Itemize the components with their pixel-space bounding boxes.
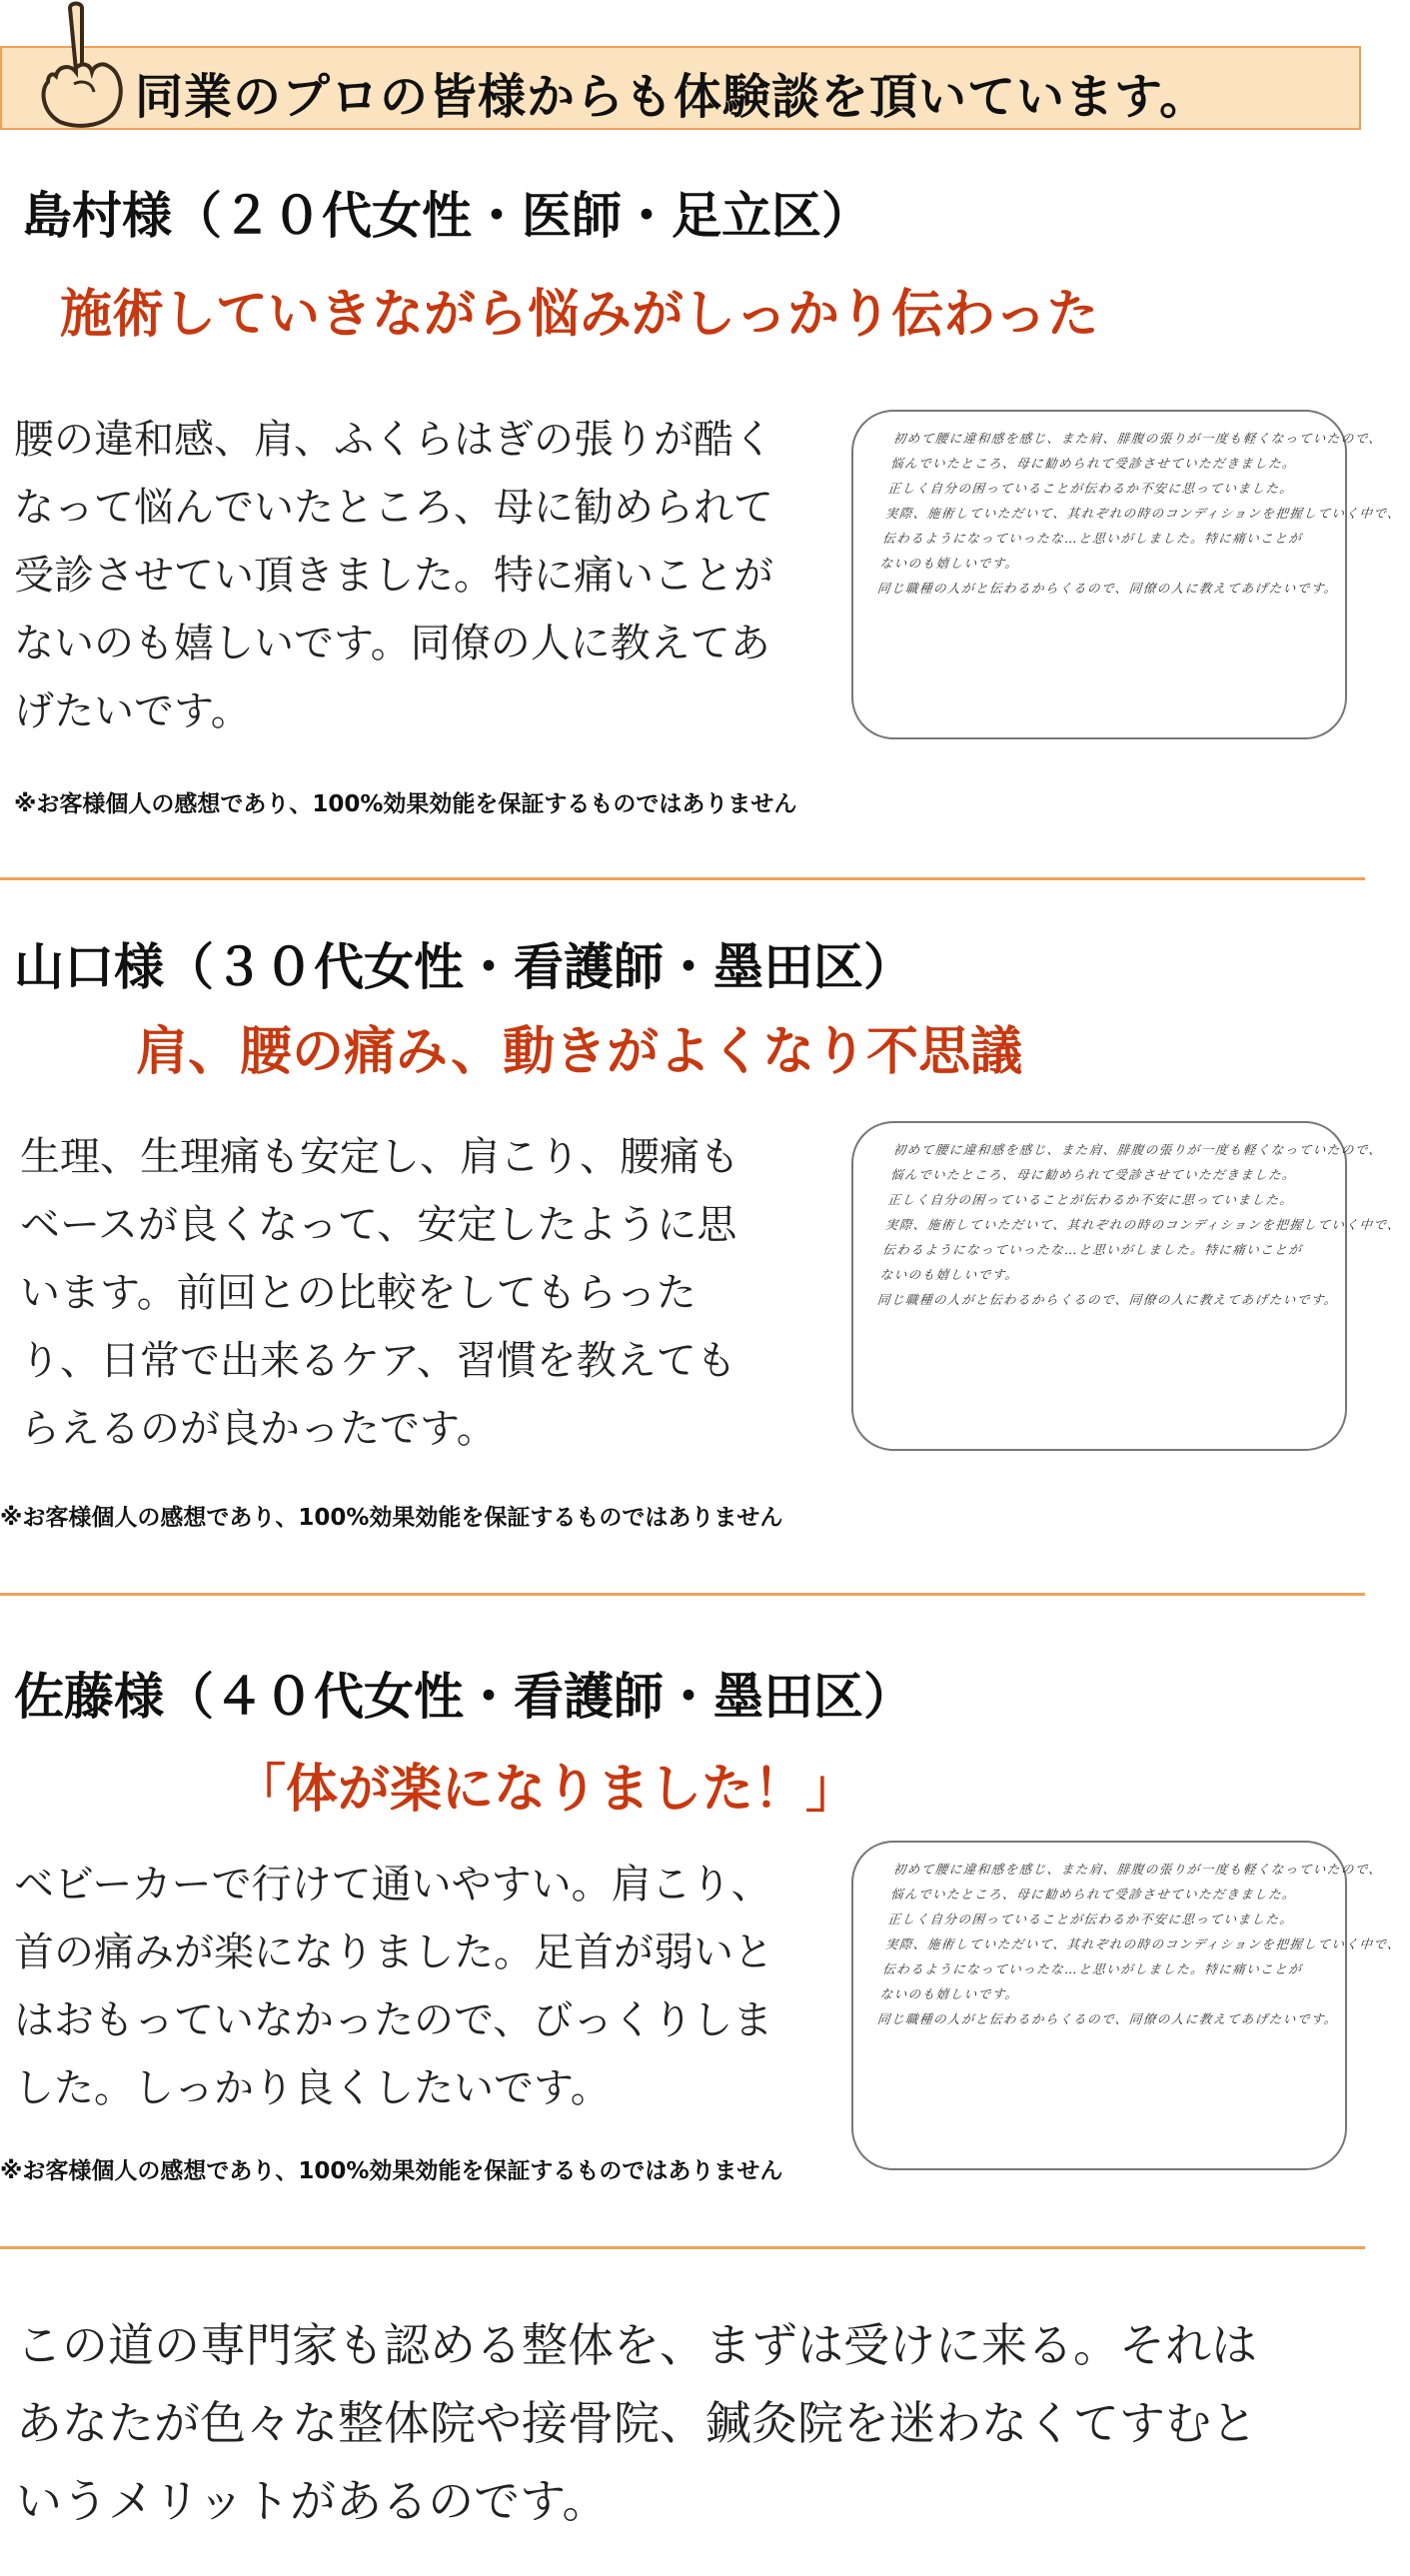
card-line: 正しく自分の困っていることが伝わるか不安に思っていました。: [886, 481, 1295, 496]
body-line: います。前回との比較をしてもらった: [20, 1270, 697, 1316]
pointing-hand-icon: [30, 0, 130, 130]
card-line: 実際、施術していただいて、其れぞれの時のコンディションを把握していく中で、: [884, 506, 1403, 521]
card-line: 同じ職種の人がと伝わるからくるので、同僚の人に教えてあげたいです。: [876, 2011, 1339, 2026]
testimonial-body: [20, 1123, 849, 1463]
body-line: らえるのが良かったです。: [20, 1406, 497, 1452]
card-line: 悩んでいたところ、母に勧められて受診させていただきました。: [889, 1167, 1298, 1182]
section-divider: [0, 1593, 1365, 1596]
testimonial-catchphrase: 肩、腰の痛み、動きがよくなり不思議: [136, 1022, 1023, 1082]
card-line: 実際、施術していただいて、其れぞれの時のコンディションを把握していく中で、: [884, 1936, 1403, 1951]
banner-title: 同業のプロの皆様からも体験談を頂いています。: [135, 69, 1209, 125]
card-line: 正しく自分の困っていることが伝わるか不安に思っていました。: [886, 1912, 1295, 1927]
testimonial-body: [14, 1851, 853, 2122]
body-line: ベビーカーで行けて通いやすい。肩こり、: [14, 1862, 771, 1908]
card-line: 伝わるようになっていったな…と思いがしました。特に痛いことが: [881, 531, 1304, 546]
closing-line: あなたが色々な整体院や接骨院、鍼灸院を迷わなくてすむと: [16, 2396, 1257, 2450]
card-line: 実際、施術していただいて、其れぞれの時のコンディションを把握していく中で、: [884, 1217, 1403, 1232]
disclaimer-note: ※お客様個人の感想であり、100%効果効能を保証するものではありません: [0, 1505, 783, 1531]
testimonial-body: [14, 406, 873, 745]
card-line: 初めて腰に違和感を感じ、また肩、腓腹の張りが一度も軽くなっていたので、: [892, 431, 1384, 446]
handwritten-review-card: [851, 410, 1403, 739]
body-line: り、日常で出来るケア、習慣を教えても: [20, 1338, 736, 1384]
card-line: 正しく自分の困っていることが伝わるか不安に思っていました。: [886, 1192, 1295, 1207]
card-line: 初めて腰に違和感を感じ、また肩、腓腹の張りが一度も軽くなっていたので、: [892, 1142, 1384, 1157]
body-line: はおもっていなかったので、びっくりしま: [14, 1997, 773, 2043]
closing-line: この道の専門家も認める整体を、まずは受けに来る。それは: [16, 2318, 1257, 2372]
card-line: 初めて腰に違和感を感じ、また肩、腓腹の張りが一度も軽くなっていたので、: [892, 1862, 1384, 1877]
card-line: ないのも嬉しいです。: [878, 1986, 1020, 2001]
testimonial-name: 山口様（３０代女性・看護師・墨田区）: [14, 938, 913, 996]
disclaimer-note: ※お客様個人の感想であり、100%効果効能を保証するものではありません: [0, 2158, 783, 2184]
card-line: 伝わるようになっていったな…と思いがしました。特に痛いことが: [881, 1961, 1304, 1976]
testimonial-name: 島村様（２０代女性・医師・足立区）: [22, 187, 871, 245]
body-line: ないのも嬉しいです。同僚の人に教えてあ: [14, 621, 770, 666]
body-line: なって悩んでいたところ、母に勧められて: [14, 485, 773, 531]
handwritten-review-card: [851, 1841, 1403, 2170]
card-line: ないのも嬉しいです。: [878, 1267, 1020, 1282]
testimonial-catchphrase: 「体が楽になりました！」: [234, 1760, 858, 1820]
card-line: 悩んでいたところ、母に勧められて受診させていただきました。: [889, 456, 1298, 471]
card-line: 伝わるようになっていったな…と思いがしました。特に痛いことが: [881, 1242, 1304, 1257]
card-line: 悩んでいたところ、母に勧められて受診させていただきました。: [889, 1887, 1298, 1902]
body-line: 首の痛みが楽になりました。足首が弱いと: [14, 1930, 773, 1975]
body-line: ベースが良くなって、安定したように思: [20, 1202, 737, 1248]
testimonial-name: 佐藤様（４０代女性・看護師・墨田区）: [14, 1668, 913, 1726]
body-line: げたいです。: [14, 688, 251, 734]
card-line: 同じ職種の人がと伝わるからくるので、同僚の人に教えてあげたいです。: [876, 581, 1339, 596]
section-divider: [0, 877, 1365, 880]
closing-line: いうメリットがあるのです。: [16, 2474, 609, 2528]
body-line: した。しっかり良くしたいです。: [14, 2065, 611, 2111]
disclaimer-note: ※お客様個人の感想であり、100%効果効能を保証するものではありません: [14, 791, 797, 817]
card-line: ないのも嬉しいです。: [878, 556, 1020, 571]
handwritten-review-card: [851, 1121, 1403, 1451]
body-line: 腰の違和感、肩、ふくらはぎの張りが酷く: [14, 417, 773, 463]
body-line: 受診させてい頂きました。特に痛いことが: [14, 553, 773, 599]
card-line: 同じ職種の人がと伝わるからくるので、同僚の人に教えてあげたいです。: [876, 1292, 1339, 1307]
section-divider: [0, 2246, 1365, 2249]
testimonial-catchphrase: 施術していきながら悩みがしっかり伝わった: [60, 285, 1099, 345]
closing-paragraph: [16, 2306, 1345, 2540]
body-line: 生理、生理痛も安定し、肩こり、腰痛も: [20, 1134, 739, 1180]
